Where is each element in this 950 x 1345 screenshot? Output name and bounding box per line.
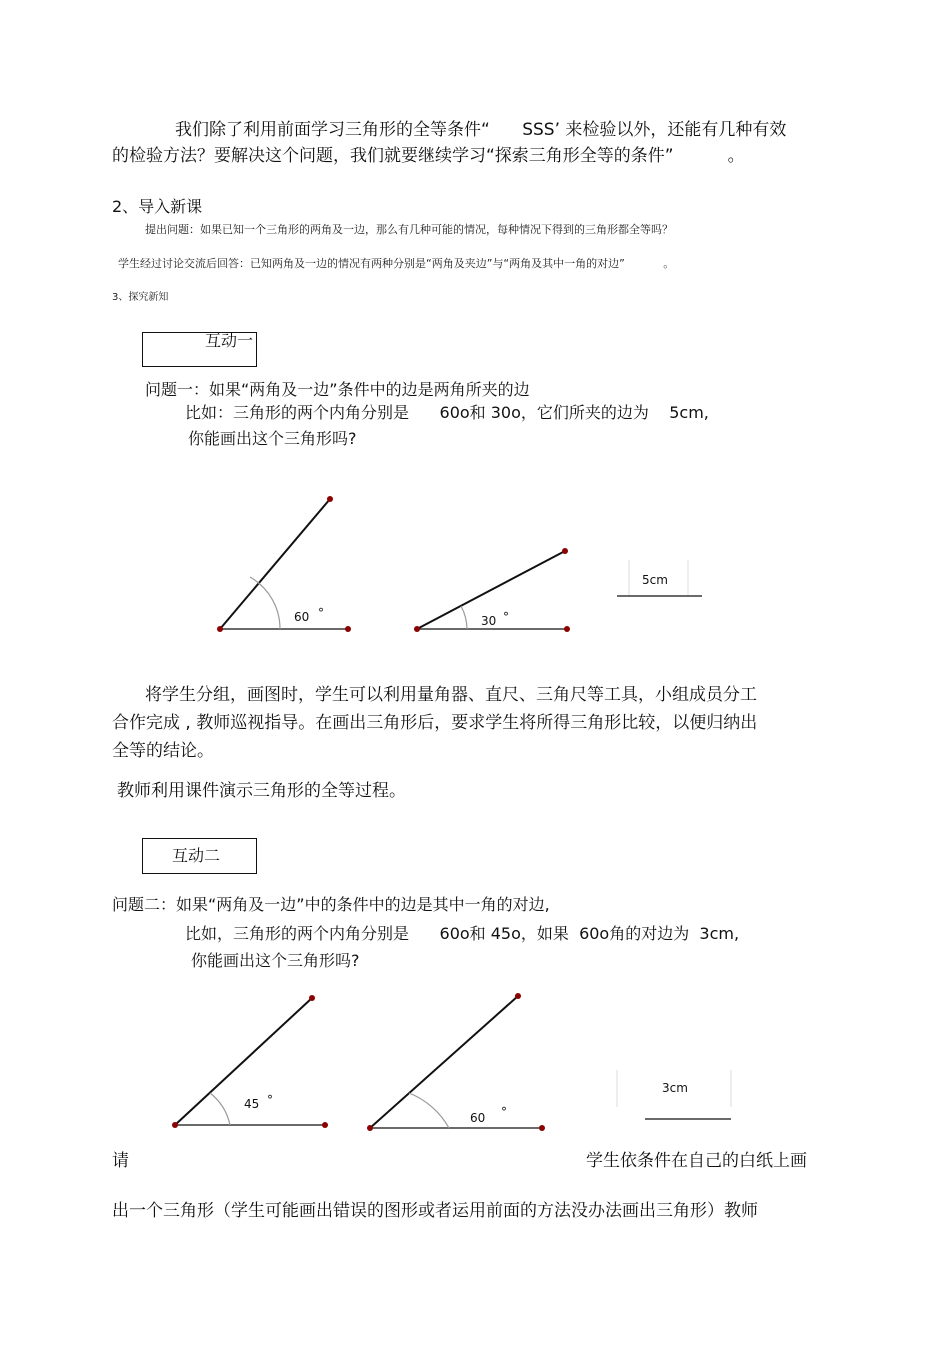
paragraph-line-2: 合作完成 , 教师巡视指导。在画出三角形后，要求学生将所得三角形比较，以便归纳出 (112, 713, 758, 733)
section-2-question: 提出问题：如果已知一个三角形的两角及一边，那么有几种可能的情况，每种情况下得到的三角形都全等吗？ (145, 223, 673, 236)
degree-mark: ° (501, 1105, 507, 1119)
angle-45-label: 45 (244, 1097, 260, 1111)
endpoint (539, 1125, 545, 1131)
problem-2-text: 问题二：如果“两角及一边”中的条件中的边是其中一角的对边, (112, 895, 550, 914)
angle-60-arc (409, 1093, 449, 1128)
vertex-point (367, 1125, 373, 1131)
problem-1-example: 比如：三角形的两个内角分别是 60o和 30o，它们所夹的边为 5cm, (185, 403, 709, 422)
problem-1-ask: 你能画出这个三角形吗? (188, 429, 357, 448)
closing-line-right: 学生依条件在自己的白纸上画 (586, 1151, 807, 1171)
segment-5cm-label: 5cm (642, 573, 668, 587)
problem-2-example: 比如，三角形的两个内角分别是 60o和 45o，如果 60o角的对边为 3cm, (185, 924, 740, 943)
angle-60-label: 60 (294, 610, 310, 624)
section-2-answer: 学生经过讨论交流后回答：已知两角及一边的情况有两种分别是“两角及夹边”与“两角及其中一角的对边” 。 (118, 257, 675, 270)
problem-2-ask: 你能画出这个三角形吗? (191, 951, 360, 970)
paragraph-line-3: 全等的结论。 (112, 741, 214, 761)
endpoint (309, 995, 315, 1001)
activity-1-label: 互动一 (205, 331, 254, 350)
angle-60-ray (370, 996, 518, 1128)
problem-1-text: 问题一：如果“两角及一边”条件中的边是两角所夹的边 (145, 380, 530, 399)
paragraph-line-1: 将学生分组，画图时，学生可以利用量角器、直尺、三角尺等工具，小组成员分工 (145, 685, 757, 705)
angle-45-arc (210, 1093, 230, 1125)
angle-60-label: 60 (470, 1111, 486, 1125)
degree-mark: ° (503, 610, 509, 624)
teacher-demo-text: 教师利用课件演示三角形的全等过程。 (117, 781, 406, 801)
intro-line-1: 我们除了利用前面学习三角形的全等条件“ SSS’ 来检验以外，还能有几种有效 (175, 120, 787, 140)
closing-line-last: 出一个三角形（学生可能画出错误的图形或者运用前面的方法没办法画出三角形）教师 (112, 1201, 758, 1221)
endpoint (322, 1122, 328, 1128)
endpoint (515, 993, 521, 999)
closing-line-left: 请 (112, 1151, 129, 1171)
vertex-point (172, 1122, 178, 1128)
intro-line-2: 的检验方法？要解决这个问题，我们就要继续学习“探索三角形全等的条件” 。 (112, 146, 745, 166)
angle-30-label: 30 (481, 614, 497, 628)
section-3-heading: 3、探究新知 (112, 292, 169, 303)
activity-2-label: 互动二 (172, 846, 221, 865)
degree-mark: ° (318, 606, 324, 620)
degree-mark: ° (267, 1093, 273, 1107)
section-2-heading: 2、导入新课 (112, 197, 203, 216)
segment-3cm-label: 3cm (662, 1081, 688, 1095)
